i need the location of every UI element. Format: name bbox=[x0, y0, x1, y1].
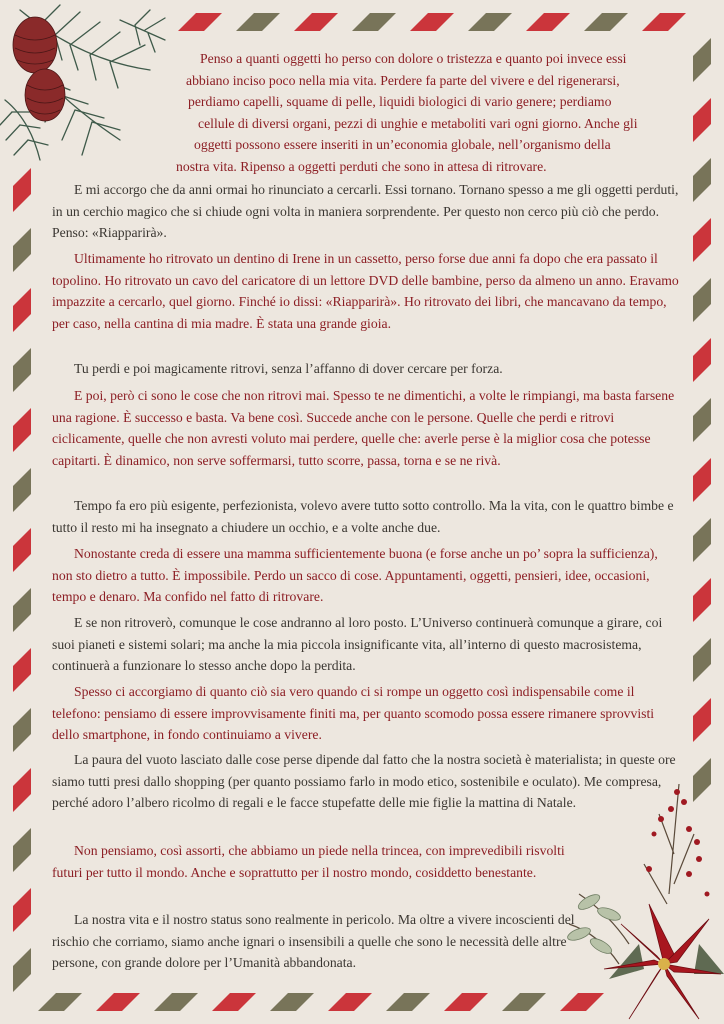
letter-paragraph: Non pensiamo, così assorti, che abbiamo un piede nella trincea, con imprevedibili risvolti futuri per tutto il mondo. Anche e soprattutto per il nostro mondo, cosiddetto benestante. bbox=[52, 843, 565, 880]
letter-paragraph bbox=[60, 48, 680, 177]
letter-line: perdiamo capelli, squame di pelle, liquidi biologici di vario genere; perdiamo bbox=[188, 94, 612, 109]
border-stripe bbox=[13, 768, 31, 812]
border-stripe bbox=[693, 518, 711, 562]
letter-line: Penso a quanti oggetti ho perso con dolore o tristezza e quanto poi invece essi bbox=[200, 51, 627, 66]
border-stripe bbox=[468, 13, 512, 31]
border-stripe bbox=[13, 528, 31, 572]
letter-line: nostra vita. Ripenso a oggetti perduti che sono in attesa di ritrovare. bbox=[176, 158, 547, 174]
border-stripe bbox=[693, 98, 711, 142]
border-stripe bbox=[352, 13, 396, 31]
border-stripe bbox=[328, 993, 372, 1011]
border-stripe bbox=[38, 993, 82, 1011]
border-stripe bbox=[693, 338, 711, 382]
border-stripe bbox=[13, 408, 31, 452]
border-stripe bbox=[693, 218, 711, 262]
border-stripe bbox=[693, 638, 711, 682]
border-stripe bbox=[13, 588, 31, 632]
border-stripe bbox=[154, 993, 198, 1011]
letter-paragraph: Spesso ci accorgiamo di quanto ciò sia vero quando ci si rompe un oggetto così indispensabile come il telefono: pensiamo di essere improvvisamente finiti ma, per quanto scomodo possa essere rimanere sprovvisti dello smartphone, in fondo continuiamo a vivere. bbox=[52, 684, 655, 742]
border-stripe bbox=[386, 993, 430, 1011]
border-stripe bbox=[693, 698, 711, 742]
border-stripe bbox=[270, 993, 314, 1011]
letter-paragraph: Tempo fa ero più esigente, perfezionista, volevo avere tutto sotto controllo. Ma la vita, con le quattro bimbe e tutto il resto mi ha insegnato a chiudere un occhio, e a volte anche due. bbox=[52, 498, 674, 535]
border-stripe bbox=[13, 288, 31, 332]
border-stripe bbox=[502, 993, 546, 1011]
border-stripe bbox=[526, 13, 570, 31]
border-stripe bbox=[13, 888, 31, 932]
border-stripe bbox=[236, 13, 280, 31]
border-stripe bbox=[693, 158, 711, 202]
letter-paragraph: E poi, però ci sono le cose che non ritrovi mai. Spesso te ne dimentichi, a volte le rimpiangi, ma basta farsene una ragione. È successo e basta. Va bene così. Succede anche con le persone. Quelle che perdi e ritrovi ciclicamente, quelle che non avresti voluto mai perdere, quelle che: averle perse è la miglior cosa che potesse capitarti. È dinamico, non serve soffermarsi, tutto scorre, passa, torna e se ne rivà. bbox=[52, 388, 675, 468]
letter-line: oggetti possono essere inseriti in un’economia globale, nell’organismo della bbox=[194, 137, 611, 152]
border-stripe bbox=[693, 578, 711, 622]
letter-line: cellule di diversi organi, pezzi di unghie e metaboliti vari ogni giorno. Anche gli bbox=[198, 115, 638, 131]
border-stripe bbox=[13, 648, 31, 692]
border-stripe bbox=[13, 948, 31, 992]
letter-paragraph: Ultimamente ho ritrovato un dentino di Irene in un cassetto, perso forse due anni fa dopo che era passato il topolino. Ho ritrovato un cavo del caricatore di un lettore DVD delle bambine, perso da almeno un anno. Eravamo impazzite a cercarlo, quel giorno. Finché io dissi: «Riapparirà». Ho ritrovato dei libri, che mancavano da tempo, per caso, nella cantina di mia madre. È stata una grande gioia. bbox=[52, 251, 679, 331]
border-stripe bbox=[584, 13, 628, 31]
border-stripe bbox=[13, 348, 31, 392]
border-stripe bbox=[410, 13, 454, 31]
border-stripe bbox=[212, 993, 256, 1011]
border-stripe bbox=[294, 13, 338, 31]
border-stripe bbox=[642, 13, 686, 31]
border-stripe bbox=[96, 993, 140, 1011]
border-stripe bbox=[693, 398, 711, 442]
border-stripe bbox=[13, 708, 31, 752]
border-stripe bbox=[444, 993, 488, 1011]
border-stripe bbox=[693, 38, 711, 82]
border-stripe bbox=[13, 468, 31, 512]
letter-paragraph: Tu perdi e poi magicamente ritrovi, senza l’affanno di dover cercare per forza. bbox=[74, 361, 503, 376]
letter-paragraph: La nostra vita e il nostro status sono realmente in pericolo. Ma oltre a vivere incoscienti del rischio che corriamo, siamo anche ignari o insensibili a quelle che sono le necessità delle altre persone, con grande dolore per l’Umanità abbandonata. bbox=[52, 912, 575, 970]
border-stripe bbox=[13, 828, 31, 872]
letter-paragraph: Nonostante creda di essere una mamma sufficientemente buona (e forse anche un po’ sopra la sufficienza), non sto dietro a tutto. È impossibile. Perdo un sacco di cose. Appuntamenti, oggetti, pensieri, idee, occasioni, tempo e denaro. Ma confido nel fatto di ritrovare. bbox=[52, 546, 658, 604]
letter-line: abbiano inciso poco nella mia vita. Perdere fa parte del vivere e del rigenerarsi, bbox=[186, 72, 620, 88]
letter-paragraph: E mi accorgo che da anni ormai ho rinunciato a cercarli. Essi tornano. Tornano spesso a me gli oggetti perduti, in un cerchio magico che si chiude ogni volta in maniera sorprendente. Per questo non cerco più ciò che perdo. Penso: «Riapparirà». bbox=[52, 182, 679, 240]
letter-paragraph: E se non ritroverò, comunque le cose andranno al loro posto. L’Universo continuerà comunque a girare, coi suoi pianeti e sistemi solari; ma anche la mia piccola insignificante vita, all’interno di questo macrosistema, continuerà a funzionare lo stesso anche dopo la perdita. bbox=[52, 615, 663, 673]
border-stripe bbox=[693, 278, 711, 322]
border-stripe bbox=[13, 228, 31, 272]
border-stripe bbox=[693, 458, 711, 502]
letter-paragraph: La paura del vuoto lasciato dalle cose perse dipende dal fatto che la nostra società è materialista; in queste ore siamo tutti presi dallo shopping (per quanto possiamo farlo in modo etico, sostenibile e oculato). Me compresa, perché adoro l’albero ricolmo di regali e le facce stupefatte delle mie figlie la mattina di Natale. bbox=[52, 752, 676, 810]
